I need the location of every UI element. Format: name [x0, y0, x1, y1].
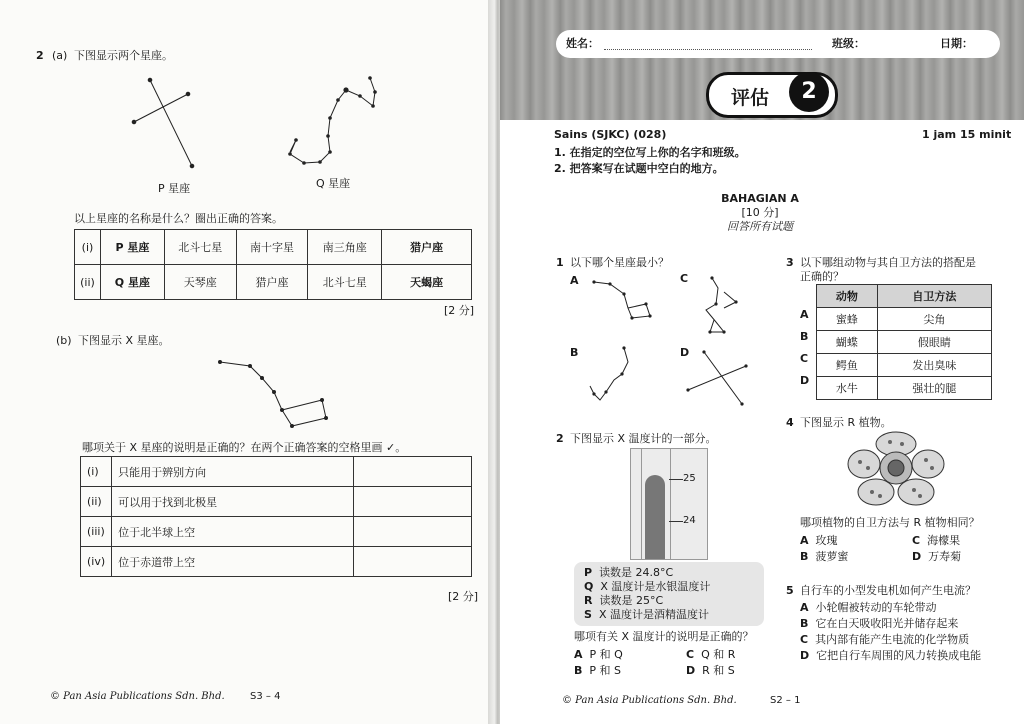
instruction-2: 2. 把答案写在试题中空白的地方。 — [554, 162, 724, 175]
option-cell[interactable]: 猎户座 — [382, 230, 472, 265]
constellation-names-table — [74, 229, 472, 300]
method-cell: 发出臭味 — [877, 354, 991, 377]
class-label: 班级： — [832, 37, 865, 50]
statement-text: 可以用于找到北极星 — [112, 487, 354, 517]
right-footer-publisher: © Pan Asia Publications Sdn. Bhd. — [562, 695, 737, 706]
q1-option-a-label[interactable]: A — [570, 274, 579, 287]
q2-right-number: 2 — [556, 432, 564, 445]
q2-right-question: 哪项有关 X 温度计的说明是正确的？ — [574, 630, 754, 643]
caption-p: P 星座 — [158, 182, 191, 195]
table-row — [817, 331, 992, 354]
plant-r-figure — [846, 430, 946, 510]
row-name: P 星座 — [100, 230, 164, 265]
statement-text: 位于北半球上空 — [112, 517, 354, 547]
constellation-a — [594, 282, 650, 318]
q1-option-b-label[interactable]: B — [570, 346, 579, 359]
assessment-badge — [706, 72, 838, 118]
statement-r: R 读数是 25°C — [584, 594, 664, 607]
q1-option-c-label[interactable]: C — [680, 272, 689, 285]
q4-number: 4 — [786, 416, 794, 429]
tick-box[interactable] — [354, 457, 472, 487]
statement-s: S X 温度计是酒精温度计 — [584, 608, 709, 621]
q3-number: 3 — [786, 256, 794, 269]
header-animal: 动物 — [817, 285, 878, 308]
statement-text: 位于赤道带上空 — [112, 547, 354, 577]
q2a-marks: [2 分] — [444, 304, 475, 317]
row-roman: (i) — [75, 230, 101, 265]
q5-option-c[interactable]: C 其内部有能产生电流的化学物质 — [800, 633, 970, 646]
statement-text: 只能用于辨别方向 — [112, 457, 354, 487]
method-cell: 假眼睛 — [877, 331, 991, 354]
statement-p: P 读数是 24.8°C — [584, 566, 674, 579]
option-cell[interactable]: 猎户座 — [236, 265, 308, 300]
q1-option-d-label[interactable]: D — [680, 346, 690, 359]
q2b-text: 下图显示 X 星座。 — [78, 334, 170, 347]
q2b-marks: [2 分] — [448, 590, 479, 603]
animal-cell: 蝴蝶 — [817, 331, 878, 354]
q2a-question: 以上星座的名称是什么？圈出正确的答案。 — [74, 212, 283, 225]
q3-option-b-label[interactable]: B — [800, 330, 809, 343]
q1-text: 以下哪个星座最小？ — [570, 256, 669, 269]
constellations-p-q-figure — [120, 70, 400, 190]
q3-option-d-label[interactable]: D — [800, 374, 810, 387]
option-cell[interactable]: 天琴座 — [164, 265, 236, 300]
q5-text: 自行车的小型发电机如何产生电流？ — [800, 584, 976, 597]
x-constellation-statements-table — [80, 456, 472, 577]
q5-option-a[interactable]: A 小轮帽被转动的车轮带动 — [800, 601, 937, 614]
table-row — [81, 517, 472, 547]
exam-duration: 1 jam 15 minit — [922, 128, 1012, 141]
option-cell[interactable]: 北斗七星 — [308, 265, 382, 300]
tick-box[interactable] — [354, 517, 472, 547]
tick-box[interactable] — [354, 487, 472, 517]
table-header-row — [817, 285, 992, 308]
q2b-question: 哪项关于 X 星座的说明是正确的？在两个正确答案的空格里画 ✓。 — [82, 441, 407, 454]
row-name: Q 星座 — [100, 265, 164, 300]
left-page — [0, 0, 492, 724]
constellation-x-figure — [210, 352, 340, 432]
thermometer-tube — [641, 449, 671, 559]
q4-text: 下图显示 R 植物。 — [800, 416, 892, 429]
q4-option-b[interactable]: B 菠萝蜜 — [800, 550, 849, 563]
q2-option-d[interactable]: D R 和 S — [686, 664, 735, 677]
animal-cell: 鳄鱼 — [817, 354, 878, 377]
name-label: 姓名： — [566, 37, 599, 50]
name-field[interactable] — [604, 49, 812, 50]
q2b-label: (b) — [56, 334, 72, 347]
left-footer-page: S3 – 4 — [250, 691, 281, 702]
table-row — [817, 308, 992, 331]
scale-mark-24 — [669, 521, 683, 522]
constellation-q-stars — [288, 76, 377, 165]
badge-text: 评估 — [731, 87, 770, 109]
thermometer-statements-box — [574, 562, 764, 626]
date-label: 日期： — [940, 37, 973, 50]
q3-text-line2: 正确的？ — [800, 270, 844, 283]
tick-box[interactable] — [354, 547, 472, 577]
section-heading — [700, 192, 820, 234]
q1-number: 1 — [556, 256, 564, 269]
name-class-date-bar — [556, 30, 1000, 58]
statement-q: Q X 温度计是水银温度计 — [584, 580, 711, 593]
table-row — [81, 547, 472, 577]
option-cell[interactable]: 南三角座 — [308, 230, 382, 265]
caption-q: Q 星座 — [316, 177, 351, 190]
option-cell[interactable]: 天蝎座 — [382, 265, 472, 300]
q4-option-c[interactable]: C 海檬果 — [912, 534, 961, 547]
instruction-1: 1. 在指定的空位写上你的名字和班级。 — [554, 146, 746, 159]
q2-option-b[interactable]: B P 和 S — [574, 664, 621, 677]
q4-option-d[interactable]: D 万寿菊 — [912, 550, 962, 563]
right-page — [500, 0, 1024, 724]
q2-option-a[interactable]: A P 和 Q — [574, 648, 623, 661]
q2-number: 2 — [36, 49, 44, 62]
animal-defence-table — [816, 284, 992, 400]
method-cell: 尖角 — [877, 308, 991, 331]
badge-number: 2 — [789, 72, 829, 112]
q1-constellations-figure — [584, 270, 764, 420]
constellation-d — [704, 352, 742, 404]
subject-code: Sains (SJKC) (028) — [554, 128, 667, 141]
section-marks: [10 分] — [741, 206, 779, 219]
row-roman: (iv) — [81, 547, 112, 577]
method-cell: 强壮的腿 — [877, 377, 991, 400]
table-row — [75, 230, 472, 265]
table-row — [817, 354, 992, 377]
q5-option-b[interactable]: B 它在白天吸收阳光并储存起来 — [800, 617, 959, 630]
section-note: 回答所有试题 — [727, 220, 793, 233]
option-cell[interactable]: 南十字星 — [236, 230, 308, 265]
table-row — [81, 457, 472, 487]
section-title: BAHAGIAN A — [721, 192, 799, 205]
animal-cell: 蜜蜂 — [817, 308, 878, 331]
scale-mark-25 — [669, 479, 683, 480]
thermometer-figure — [630, 448, 708, 560]
q2-right-text: 下图显示 X 温度计的一部分。 — [570, 432, 717, 445]
q3-text-line1: 以下哪组动物与其自卫方法的搭配是 — [800, 256, 976, 269]
q4-question: 哪项植物的自卫方法与 R 植物相同？ — [800, 516, 980, 529]
right-footer-page: S2 – 1 — [770, 695, 801, 706]
q2a-text: 下图显示两个星座。 — [74, 49, 173, 62]
constellation-p — [132, 78, 194, 168]
q3-option-a-label[interactable]: A — [800, 308, 809, 321]
row-roman: (ii) — [81, 487, 112, 517]
q5-number: 5 — [786, 584, 794, 597]
row-roman: (iii) — [81, 517, 112, 547]
left-footer-publisher: © Pan Asia Publications Sdn. Bhd. — [50, 691, 225, 702]
constellation-q — [290, 78, 375, 163]
q2a-label: (a) — [52, 49, 68, 62]
row-roman: (i) — [81, 457, 112, 487]
scale-label-24: 24 — [683, 515, 696, 526]
scale-label-25: 25 — [683, 473, 696, 484]
option-cell[interactable]: 北斗七星 — [164, 230, 236, 265]
table-row — [817, 377, 992, 400]
table-row — [75, 265, 472, 300]
header-method: 自卫方法 — [877, 285, 991, 308]
q4-option-a[interactable]: A 玫瑰 — [800, 534, 838, 547]
q2-option-c[interactable]: C Q 和 R — [686, 648, 736, 661]
row-roman: (ii) — [75, 265, 101, 300]
table-row — [81, 487, 472, 517]
q5-option-d[interactable]: D 它把自行车周围的风力转换成电能 — [800, 649, 982, 662]
animal-cell: 水牛 — [817, 377, 878, 400]
q3-option-c-label[interactable]: C — [800, 352, 809, 365]
